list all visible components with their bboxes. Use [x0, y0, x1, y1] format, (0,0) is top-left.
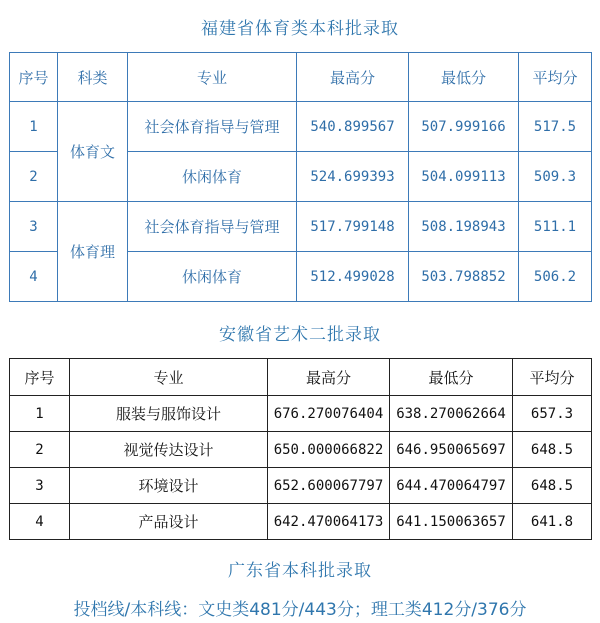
row-avg-score: 648.5 — [513, 468, 592, 504]
header-category: 科类 — [58, 53, 128, 102]
row-category: 体育理 — [58, 202, 128, 302]
row-min-score: 504.099113 — [409, 152, 519, 202]
header-major: 专业 — [128, 53, 297, 102]
row-max-score: 517.799148 — [297, 202, 409, 252]
row-index: 2 — [10, 432, 70, 468]
row-min-score: 646.950065697 — [390, 432, 513, 468]
row-index: 4 — [10, 252, 58, 302]
row-index: 3 — [10, 468, 70, 504]
row-major: 服装与服饰设计 — [70, 396, 268, 432]
section3-title: 广东省本科批录取 — [228, 561, 372, 581]
table-row — [10, 468, 592, 504]
note-mid: 分；理工类 — [336, 600, 422, 620]
row-max-score: 652.600067797 — [268, 468, 390, 504]
anhui-admission-table — [9, 358, 592, 540]
row-avg-score: 517.5 — [519, 102, 592, 152]
header-min-score: 最低分 — [409, 53, 519, 102]
row-min-score: 644.470064797 — [390, 468, 513, 504]
table-row — [10, 504, 592, 540]
section1-title: 福建省体育类本科批录取 — [201, 19, 399, 39]
row-major: 环境设计 — [70, 468, 268, 504]
header-max-score: 最高分 — [297, 53, 409, 102]
row-index: 1 — [10, 102, 58, 152]
row-major: 视觉传达设计 — [70, 432, 268, 468]
header-index: 序号 — [10, 359, 70, 396]
note-suffix: 分 — [509, 600, 527, 620]
table-row — [10, 432, 592, 468]
header-avg-score: 平均分 — [519, 53, 592, 102]
row-max-score: 512.499028 — [297, 252, 409, 302]
section2-title: 安徽省艺术二批录取 — [219, 325, 381, 345]
header-avg-score: 平均分 — [513, 359, 592, 396]
header-min-score: 最低分 — [390, 359, 513, 396]
science-admission-line: 412 — [421, 600, 455, 620]
table-row — [10, 202, 592, 252]
note-prefix: 投档线/本科线：文史类 — [73, 600, 250, 620]
row-min-score: 638.270062664 — [390, 396, 513, 432]
note-sep: 分/ — [281, 600, 305, 620]
row-major: 社会体育指导与管理 — [128, 202, 297, 252]
guangdong-score-line-note — [0, 595, 600, 620]
table-header-row — [10, 53, 592, 102]
science-baseline: 376 — [477, 600, 510, 620]
row-min-score: 507.999166 — [409, 102, 519, 152]
row-max-score: 642.470064173 — [268, 504, 390, 540]
row-major: 社会体育指导与管理 — [128, 102, 297, 152]
row-avg-score: 657.3 — [513, 396, 592, 432]
row-major: 休闲体育 — [128, 152, 297, 202]
row-avg-score: 511.1 — [519, 202, 592, 252]
row-min-score: 508.198943 — [409, 202, 519, 252]
row-major: 产品设计 — [70, 504, 268, 540]
header-index: 序号 — [10, 53, 58, 102]
row-max-score: 650.000066822 — [268, 432, 390, 468]
note-sep: 分/ — [454, 600, 478, 620]
arts-baseline: 443 — [304, 600, 337, 620]
row-index: 4 — [10, 504, 70, 540]
row-max-score: 540.899567 — [297, 102, 409, 152]
arts-admission-line: 481 — [249, 600, 282, 620]
row-min-score: 641.150063657 — [390, 504, 513, 540]
table-row — [10, 396, 592, 432]
table-row — [10, 102, 592, 152]
table-header-row — [10, 359, 592, 396]
row-avg-score: 506.2 — [519, 252, 592, 302]
row-min-score: 503.798852 — [409, 252, 519, 302]
row-category: 体育文 — [58, 102, 128, 202]
row-index: 3 — [10, 202, 58, 252]
row-avg-score: 641.8 — [513, 504, 592, 540]
row-index: 2 — [10, 152, 58, 202]
header-major: 专业 — [70, 359, 268, 396]
row-max-score: 676.270076404 — [268, 396, 390, 432]
row-avg-score: 648.5 — [513, 432, 592, 468]
header-max-score: 最高分 — [268, 359, 390, 396]
row-avg-score: 509.3 — [519, 152, 592, 202]
row-major: 休闲体育 — [128, 252, 297, 302]
row-max-score: 524.699393 — [297, 152, 409, 202]
fujian-admission-table — [9, 52, 592, 302]
row-index: 1 — [10, 396, 70, 432]
